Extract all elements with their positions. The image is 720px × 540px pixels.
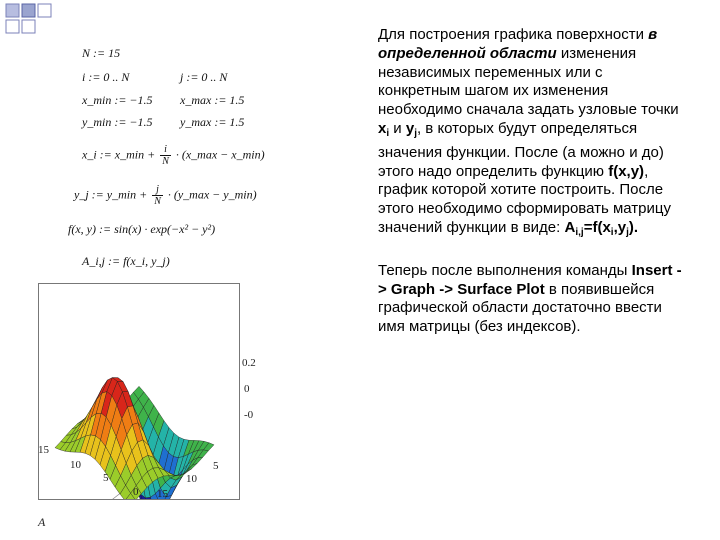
- formula-y-j-rhs: · (y_max − y_min): [167, 187, 257, 202]
- z-axis-tick-low: -0: [244, 409, 254, 421]
- formula-j-range: j := 0 .. N: [180, 70, 228, 84]
- subscript: i: [610, 226, 614, 238]
- formula-x-i-lhs: x_i := x_min +: [82, 147, 156, 162]
- text-run: и: [389, 119, 406, 137]
- text-run: в появившейся графической области достаточно ввести имя матрицы (без индексов).: [378, 280, 662, 336]
- subscript: j: [414, 127, 417, 139]
- matrix-formula: ).: [628, 218, 639, 236]
- subscript: i,j: [575, 226, 584, 238]
- y-axis-tick-5: 5: [213, 460, 219, 472]
- fraction-j-over-n: [152, 184, 163, 207]
- formula-worksheet: [60, 40, 360, 280]
- x-axis-tick-15: 15: [38, 444, 49, 456]
- surface-plot[interactable]: [38, 283, 240, 500]
- formula-f-xy: f(x, y) := sin(x) · exp(−x² − y²): [68, 222, 216, 236]
- corner-decoration: [0, 0, 80, 40]
- plot-caption: A: [38, 515, 46, 529]
- deco-square: [38, 4, 51, 17]
- formula-a-matrix: A_i,j := f(x_i, y_j): [82, 254, 170, 268]
- x-axis-tick-5: 5: [103, 472, 109, 484]
- menu-command: Insert -> Graph -> Surface Plot: [378, 261, 682, 298]
- text-run: Теперь после выполнения команды: [378, 261, 632, 279]
- subscript: j: [626, 226, 629, 238]
- y-axis-tick-15: 15: [157, 488, 168, 500]
- formula-x-i-rhs: · (x_max − x_min): [175, 147, 265, 162]
- paragraph-2: [378, 262, 688, 337]
- fraction-numerator: i: [160, 144, 171, 156]
- deco-square: [22, 20, 35, 33]
- formula-xmax: x_max := 1.5: [180, 93, 245, 107]
- z-axis-tick-mid: 0: [244, 383, 250, 395]
- fraction-i-over-n: [160, 144, 171, 167]
- text-run: Для построения графика поверхности: [378, 26, 649, 43]
- deco-square: [22, 4, 35, 17]
- surface-plot-canvas: [39, 284, 239, 499]
- y-axis-tick-10: 10: [186, 473, 197, 485]
- matrix-formula: =f(x: [583, 218, 611, 236]
- formula-y-j-lhs: y_j := y_min +: [74, 187, 148, 202]
- x-axis-tick-10: 10: [70, 459, 81, 471]
- fraction-numerator: j: [152, 184, 163, 196]
- matrix-name: A: [564, 218, 576, 236]
- explanation-text: [378, 26, 688, 337]
- fraction-denominator: N: [154, 196, 161, 207]
- subscript: i: [386, 127, 390, 139]
- text-run: , в которых будут определяться значения функции. После (а можно и до) этого надо определить функцию: [378, 119, 664, 180]
- z-axis-tick-top: 0.2: [242, 357, 256, 369]
- formula-i-range: i := 0 .. N: [82, 70, 130, 84]
- function-name: f(x,y): [608, 162, 645, 180]
- var-y: y: [405, 119, 415, 137]
- formula-n: N := 15: [82, 46, 121, 60]
- matrix-formula: ,y: [613, 218, 627, 236]
- formula-ymin: y_min := −1.5: [82, 115, 153, 129]
- emphasis-text: в определенной области: [378, 26, 658, 62]
- deco-square: [6, 20, 19, 33]
- text-run: изменения независимых переменных или с конкретным шагом их изменения необходимо сначала задать узловые точки: [378, 44, 679, 119]
- x-axis-tick-0: 0: [133, 486, 139, 498]
- deco-square: [6, 4, 19, 17]
- formula-y-j: [74, 184, 257, 207]
- formula-xmin: x_min := −1.5: [82, 93, 153, 107]
- formula-x-i: [82, 144, 265, 167]
- fraction-denominator: N: [162, 156, 169, 167]
- var-x: x: [378, 119, 387, 137]
- formula-ymax: y_max := 1.5: [180, 115, 245, 129]
- text-run: , график которой хотите построить. После этого необходимо сформировать матрицу значений функции в виде:: [378, 162, 671, 236]
- paragraph-1: [378, 26, 688, 243]
